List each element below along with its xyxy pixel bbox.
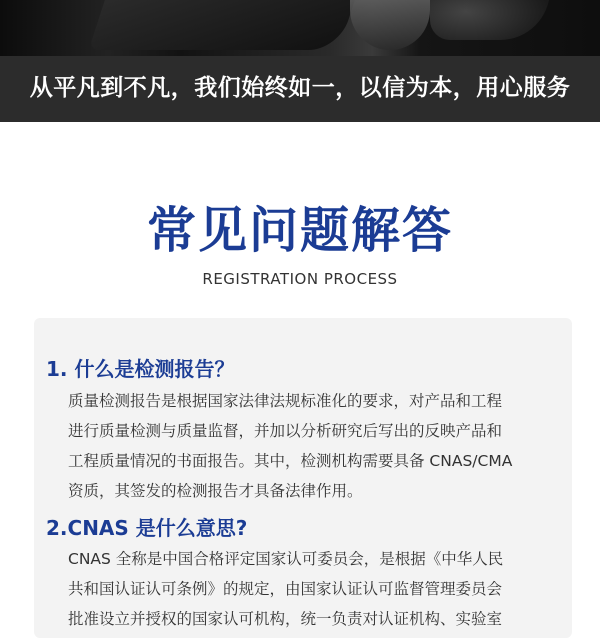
faq-answer-line: 进行质量检测与质量监督，并加以分析研究后写出的反映产品和 bbox=[68, 422, 503, 440]
faq-answer-line: 工程质量情况的书面报告。其中，检测机构需要具备 CNAS/CMA bbox=[68, 452, 513, 470]
faq-answer-2 bbox=[68, 544, 548, 634]
faq-question-1: 1. 什么是检测报告？ bbox=[46, 357, 235, 381]
section-subtitle: REGISTRATION PROCESS bbox=[202, 270, 398, 288]
banner-slogan: 从平凡到不凡，我们始终如一，以信为本，用心服务 bbox=[29, 75, 571, 101]
faq-question-2: 2.CNAS 是什么意思? bbox=[46, 516, 248, 540]
faq-answer-1 bbox=[68, 386, 548, 506]
faq-answer-line: 批准设立并授权的国家认可机构，统一负责对认证机构、实验室 bbox=[68, 610, 503, 628]
faq-answer-line: 共和国认证认可条例》的规定，由国家认证认可监督管理委员会 bbox=[68, 580, 503, 598]
faq-answer-line: 质量检测报告是根据国家法律法规标准化的要求，对产品和工程 bbox=[68, 392, 503, 410]
faq-answer-line: 资质，其签发的检测报告才具备法律作用。 bbox=[68, 482, 363, 500]
banner-photo bbox=[0, 0, 600, 56]
faq-answer-line: CNAS 全称是中国合格评定国家认可委员会，是根据《中华人民 bbox=[68, 550, 504, 568]
section-title: 常见问题解答 bbox=[146, 202, 453, 259]
top-banner bbox=[0, 0, 600, 122]
